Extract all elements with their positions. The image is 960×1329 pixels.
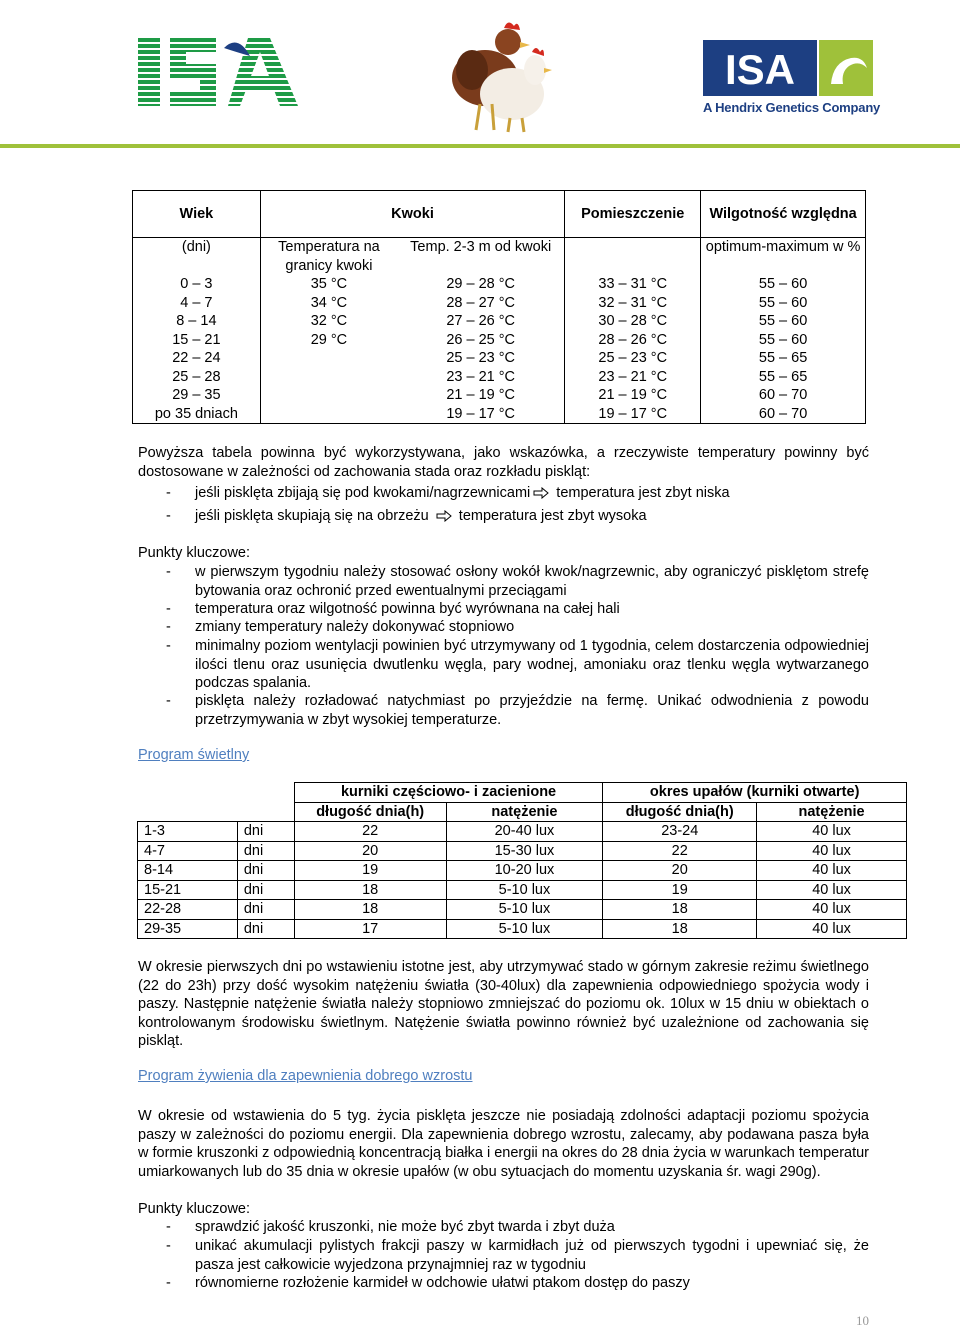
cell: 40 lux	[757, 822, 907, 842]
table-row	[138, 861, 907, 881]
hen-icon	[440, 8, 560, 133]
bullet-text: temperatura oraz wilgotność powinna być wyrównana na całej hali	[195, 601, 620, 617]
cell: 15-30 lux	[446, 841, 603, 861]
cell: 5-10 lux	[446, 900, 603, 920]
list-item: - jeśli pisklęta skupiają się na obrzeżu temperatura jest zbyt wysoka	[166, 508, 647, 524]
cell: 55 – 60	[701, 312, 866, 331]
cell: 4 – 7	[133, 294, 261, 313]
cell: 5-10 lux	[446, 880, 603, 900]
cell: 22-28	[138, 900, 238, 920]
cell: 55 – 60	[701, 331, 866, 350]
cell: 40 lux	[757, 900, 907, 920]
arrow-right-icon	[533, 487, 549, 499]
col-brooder-header: Kwoki	[260, 191, 565, 238]
list-item: - jeśli pisklęta zbijają się pod kwokami/nagrzewnicami temperatura jest zbyt niska	[166, 485, 730, 501]
company-tagline: A Hendrix Genetics Company	[703, 100, 881, 115]
sub-header: natężenie	[446, 802, 603, 822]
cell: 29 °C	[260, 331, 397, 350]
header-rule	[0, 144, 960, 148]
cell: 34 °C	[260, 294, 397, 313]
cell: 25 – 23 °C	[565, 349, 701, 368]
cell: dni	[237, 841, 294, 861]
subheader-cell	[565, 238, 701, 276]
key-points-label-2: Punkty kluczowe:	[138, 1201, 251, 1217]
cell: 40 lux	[757, 919, 907, 939]
cell: 60 – 70	[701, 405, 866, 424]
list-item: - w pierwszym tygodniu należy stosować osłony wokół kwok/nagrzewnic, aby ograniczyć pisklętom strefę bytowania oraz ochronić przed ewentualnymi przeciągami	[166, 564, 869, 599]
cell: dni	[237, 880, 294, 900]
list-item: - równomierne rozłożenie karmideł w odchowie ułatwi ptakom dostęp do paszy	[166, 1274, 869, 1293]
cell: 20-40 lux	[446, 822, 603, 842]
empty-corner	[138, 783, 295, 822]
cell: 15 – 21	[133, 331, 261, 350]
table-row	[133, 294, 866, 313]
cell: 40 lux	[757, 861, 907, 881]
cell: 8-14	[138, 861, 238, 881]
temperature-table	[132, 190, 866, 424]
cell: 22 – 24	[133, 349, 261, 368]
cell	[260, 405, 397, 424]
bullet-text: unikać akumulacji pylistych frakcji paszy w karmidłach już od pierwszych tygodni i upewniać się, że pasza jest całkowicie wyjedzona przynajmniej raz w tygodniu	[195, 1238, 869, 1273]
cell: dni	[237, 861, 294, 881]
cell: 20	[294, 841, 446, 861]
heading-light-program[interactable]: Program świetlny	[138, 747, 250, 763]
cell: 23-24	[603, 822, 757, 842]
cell: 22	[294, 822, 446, 842]
cell: 21 – 19 °C	[397, 386, 565, 405]
cell: po 35 dniach	[133, 405, 261, 424]
cell: dni	[237, 919, 294, 939]
list-item: - minimalny poziom wentylacji powinien być utrzymywany od 1 tygodnia, celem dostarczenia odpowiedniej ilości tlenu oraz usunięcia dwutlenku węgla, pary wodnej, amoniaku oraz tlenku węgla wytwarzanego podczas spalania.	[166, 638, 869, 691]
bullet-text: minimalny poziom wentylacji powinien być utrzymywany od 1 tygodnia, celem dostarczenia odpowiedniej ilości tlenu oraz usunięcia dwutlenku węgla, pary wodnej, amoniaku oraz tlenku węgla wytwarzanego podczas spalania.	[195, 638, 869, 691]
sub-header: natężenie	[757, 802, 907, 822]
cell: 19 – 17 °C	[397, 405, 565, 424]
cell: 8 – 14	[133, 312, 261, 331]
cell	[260, 368, 397, 387]
cell: 60 – 70	[701, 386, 866, 405]
table-note-paragraph: Powyższa tabela powinna być wykorzystywana, jako wskazówka, a rzeczywiste temperatury powinny być dostosowane w zależności od zachowania stada oraz rozkładu piskląt:	[138, 445, 869, 480]
cell: 40 lux	[757, 880, 907, 900]
cell: 55 – 60	[701, 275, 866, 294]
cell: 27 – 26 °C	[397, 312, 565, 331]
sub-header: długość dnia(h)	[603, 802, 757, 822]
table-row	[138, 822, 907, 842]
cell: 29 – 28 °C	[397, 275, 565, 294]
bullet-text: temperatura jest zbyt wysoka	[454, 508, 647, 524]
cell: 19 – 17 °C	[565, 405, 701, 424]
lighting-table	[137, 782, 907, 939]
isa-logo-right	[703, 40, 875, 100]
cell: 26 – 25 °C	[397, 331, 565, 350]
feeding-paragraph: W okresie od wstawienia do 5 tyg. życia pisklęta jeszcze nie posiadają zdolności adaptacji poziomu spożycia paszy w zależności do poziomu energii. Dla zapewnienia dobrego wzrostu, zalecamy, aby podawana pasza była w formie kruszonki z odpowiednią koncentracją białka i energii na okres do 28 dnia życia w warunkach temperatur umiarkowanych lub do 35 dnia w okresie upałów (w obu sytuacjach do momentu uzyskania śr. wagi 290g).	[138, 1108, 870, 1180]
cell: 28 – 27 °C	[397, 294, 565, 313]
subheader-cell: optimum-maximum w %	[701, 238, 866, 276]
cell: 22	[603, 841, 757, 861]
cell: dni	[237, 900, 294, 920]
cell: 17	[294, 919, 446, 939]
group-header-hot: okres upałów (kurniki otwarte)	[603, 783, 907, 803]
key-points-label: Punkty kluczowe:	[138, 545, 251, 561]
col-room-header: Pomieszczenie	[565, 191, 701, 238]
col-age-header: Wiek	[133, 191, 261, 238]
list-item: - pisklęta należy rozładować natychmiast po przyjeździe na fermę. Unikać odwodnienia z powodu przetrzymywania w zbyt wysokiej temperaturze.	[166, 693, 869, 728]
table-row	[138, 919, 907, 939]
cell: 35 °C	[260, 275, 397, 294]
table-row	[133, 405, 866, 424]
group-header-shaded: kurniki częściowo- i zacienione	[294, 783, 603, 803]
bullet-text: zmiany temperatury należy dokonywać stopniowo	[195, 619, 515, 635]
cell	[260, 386, 397, 405]
arrow-right-icon	[436, 510, 452, 522]
heading-feeding-program[interactable]: Program żywienia dla zapewnienia dobrego wzrostu	[138, 1068, 473, 1084]
cell: dni	[237, 822, 294, 842]
cell: 18	[603, 919, 757, 939]
cell	[260, 349, 397, 368]
table-row	[133, 368, 866, 387]
cell: 30 – 28 °C	[565, 312, 701, 331]
col-humidity-header: Wilgotność względna	[701, 191, 866, 238]
cell: 32 – 31 °C	[565, 294, 701, 313]
subheader-cell: Temperatura na granicy kwoki	[260, 238, 397, 276]
cell: 25 – 23 °C	[397, 349, 565, 368]
cell: 18	[294, 880, 446, 900]
list-item: - sprawdzić jakość kruszonki, nie może być zbyt twarda i zbyt duża	[166, 1218, 869, 1237]
list-item: - temperatura oraz wilgotność powinna być wyrównana na całej hali	[166, 600, 869, 619]
cell: 40 lux	[757, 841, 907, 861]
sub-header: długość dnia(h)	[294, 802, 446, 822]
cell: 18	[603, 900, 757, 920]
subheader-cell: Temp. 2-3 m od kwoki	[397, 238, 565, 276]
bullet-text: w pierwszym tygodniu należy stosować osłony wokół kwok/nagrzewnic, aby ograniczyć pisklętom strefę bytowania oraz ochronić przed ewentualnymi przeciągami	[195, 564, 869, 599]
cell: 0 – 3	[133, 275, 261, 294]
cell: 29 – 35	[133, 386, 261, 405]
cell: 33 – 31 °C	[565, 275, 701, 294]
bullet-text: pisklęta należy rozładować natychmiast po przyjeździe na fermę. Unikać odwodnienia z powodu przetrzymywania w zbyt wysokiej temperaturze.	[195, 693, 869, 728]
table-row	[133, 312, 866, 331]
cell: 28 – 26 °C	[565, 331, 701, 350]
table-row	[133, 275, 866, 294]
table-row	[133, 349, 866, 368]
cell: 1-3	[138, 822, 238, 842]
cell: 21 – 19 °C	[565, 386, 701, 405]
cell: 20	[603, 861, 757, 881]
cell: 19	[294, 861, 446, 881]
cell: 23 – 21 °C	[397, 368, 565, 387]
cell: 4-7	[138, 841, 238, 861]
cell: 55 – 65	[701, 368, 866, 387]
table-row	[138, 880, 907, 900]
lighting-paragraph: W okresie pierwszych dni po wstawieniu istotne jest, aby utrzymywać stado w górnym zakresie reżimu świetlnego (22 do 23h) przy dość wysokim natężeniu światła (30-40lux) dla zapewnienia odpowiedniego spożycia wody i paszy. Następnie natężenie światła należy stopniowo zmniejszać do poziomu ok. 10lux w 15 dniu w obiektach o kontrolowanym środowisku świetlnym. Natężenie światła powinno również być uzależnione od zachowania się piskląt.	[138, 959, 869, 1049]
cell: 25 – 28	[133, 368, 261, 387]
cell: 10-20 lux	[446, 861, 603, 881]
cell: 32 °C	[260, 312, 397, 331]
bullet-text: jeśli pisklęta zbijają się pod kwokami/nagrzewnicami	[195, 485, 531, 501]
cell: 23 – 21 °C	[565, 368, 701, 387]
cell: 29-35	[138, 919, 238, 939]
list-item: - zmiany temperatury należy dokonywać stopniowo	[166, 618, 869, 637]
bullet-text: temperatura jest zbyt niska	[552, 485, 730, 501]
svg-text:ISA: ISA	[724, 46, 796, 93]
cell: 5-10 lux	[446, 919, 603, 939]
cell: 15-21	[138, 880, 238, 900]
cell: 55 – 65	[701, 349, 866, 368]
isa-logo-left	[138, 38, 303, 110]
cell: 19	[603, 880, 757, 900]
cell: 55 – 60	[701, 294, 866, 313]
table-row	[138, 900, 907, 920]
bullet-text: jeśli pisklęta skupiają się na obrzeżu	[195, 508, 433, 524]
page-header	[0, 0, 960, 150]
bullet-text: równomierne rozłożenie karmideł w odchowie ułatwi ptakom dostęp do paszy	[195, 1275, 690, 1291]
page-number: 10	[856, 1313, 869, 1328]
table-row	[138, 841, 907, 861]
table-row	[133, 386, 866, 405]
list-item: - unikać akumulacji pylistych frakcji paszy w karmidłach już od pierwszych tygodni i upewniać się, że pasza jest całkowicie wyjedzona przynajmniej raz w tygodniu	[166, 1238, 869, 1273]
table-row	[133, 331, 866, 350]
cell: 18	[294, 900, 446, 920]
bullet-text: sprawdzić jakość kruszonki, nie może być zbyt twarda i zbyt duża	[195, 1219, 615, 1235]
subheader-cell: (dni)	[133, 238, 261, 276]
